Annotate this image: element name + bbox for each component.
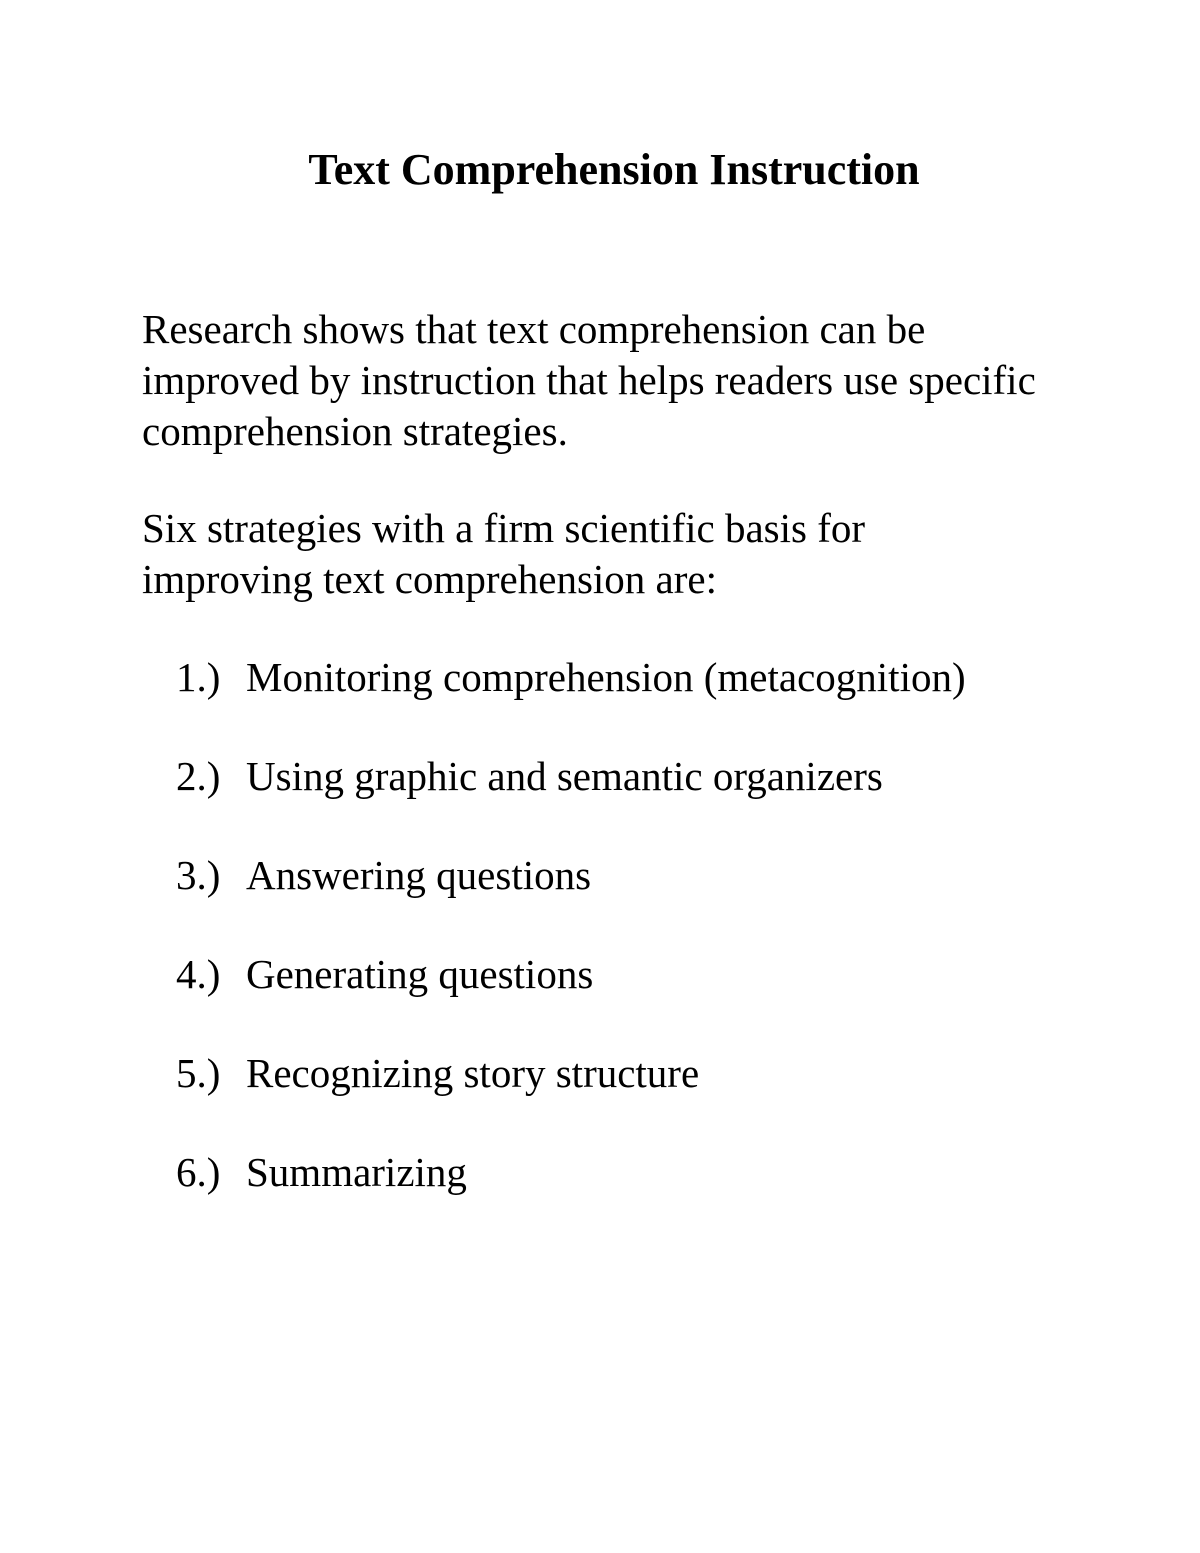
intro-paragraph: [142, 304, 1142, 457]
list-item-text: Monitoring comprehension (metacognition): [246, 654, 966, 700]
list-item-text: Summarizing: [246, 1149, 467, 1195]
lead-line: improving text comprehension are:: [142, 556, 717, 602]
list-item-text: Answering questions: [246, 852, 592, 898]
list-item-number: 3.): [176, 852, 221, 898]
list-item: [176, 949, 966, 1048]
list-item: [176, 652, 966, 751]
list-item: [176, 1147, 966, 1246]
list-item-number: 6.): [176, 1149, 221, 1195]
list-item-text: Generating questions: [246, 951, 594, 997]
list-item-number: 2.): [176, 753, 221, 799]
intro-line: Research shows that text comprehension can be: [142, 306, 926, 352]
list-item-number: 5.): [176, 1050, 221, 1096]
list-item-text: Recognizing story structure: [246, 1050, 700, 1096]
list-item: [176, 850, 966, 949]
intro-line: comprehension strategies.: [142, 408, 568, 454]
strategies-lead-paragraph: [142, 503, 1142, 605]
strategy-list: [176, 652, 966, 1246]
list-item-number: 1.): [176, 654, 221, 700]
page-title: Text Comprehension Instruction: [308, 145, 920, 194]
list-item-number: 4.): [176, 951, 221, 997]
list-item: [176, 1048, 966, 1147]
list-item: [176, 751, 966, 850]
lead-line: Six strategies with a firm scientific basis for: [142, 505, 866, 551]
intro-line: improved by instruction that helps readers use specific: [142, 357, 1036, 403]
list-item-text: Using graphic and semantic organizers: [246, 753, 883, 799]
